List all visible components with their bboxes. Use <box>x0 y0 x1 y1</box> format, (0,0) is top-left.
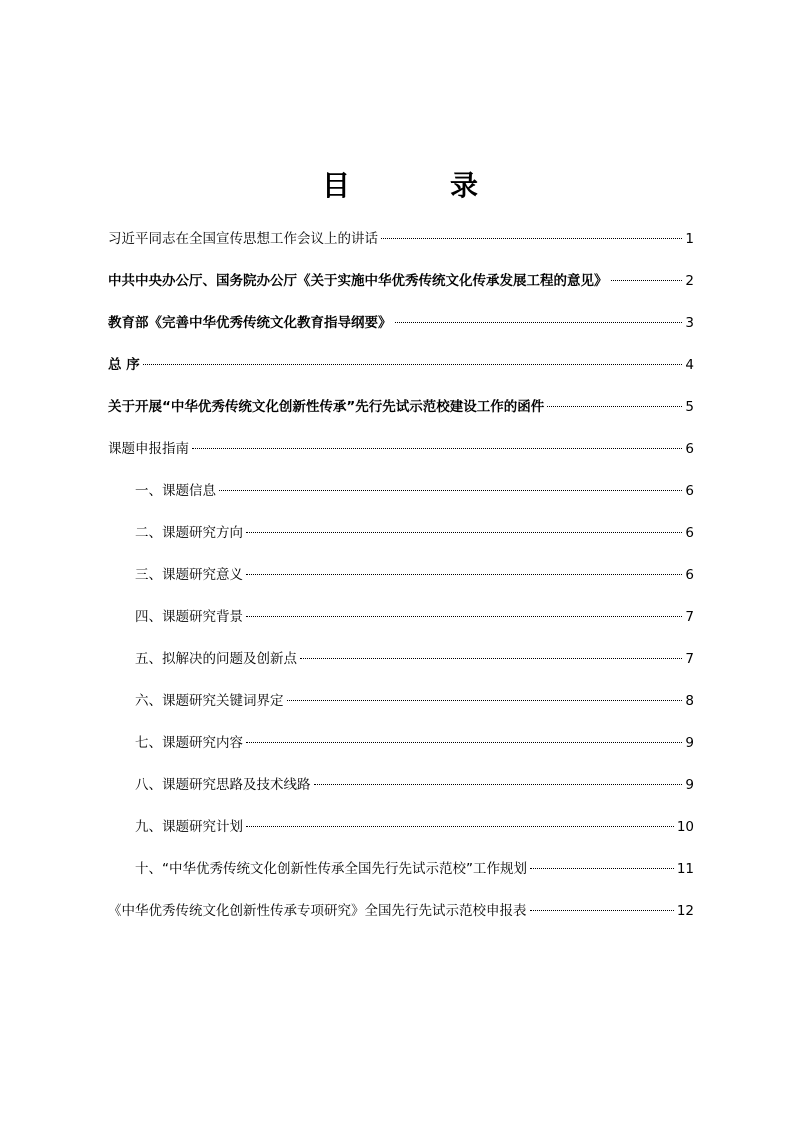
toc-entry-title: 《中华优秀传统文化创新性传承专项研究》全国先行先试示范校申报表 <box>108 903 527 919</box>
dot-leader <box>381 238 682 239</box>
toc-page-number: 1 <box>685 231 694 247</box>
toc-entry[interactable] <box>108 522 694 564</box>
toc-page-number: 3 <box>685 315 694 331</box>
toc-page-number: 4 <box>685 357 694 373</box>
dot-leader <box>246 532 682 533</box>
dot-leader <box>314 784 683 785</box>
toc-entry[interactable] <box>108 438 694 480</box>
dot-leader <box>611 280 683 281</box>
toc-page-number: 6 <box>685 441 694 457</box>
toc-entry-title: 八、课题研究思路及技术线路 <box>135 777 311 793</box>
toc-entry[interactable] <box>108 354 694 396</box>
toc-entry-title: 中共中央办公厅、国务院办公厅《关于实施中华优秀传统文化传承发展工程的意见》 <box>108 273 608 289</box>
toc-entry[interactable] <box>108 858 694 900</box>
toc-page-number: 9 <box>685 777 694 793</box>
toc-page-number: 5 <box>685 399 694 415</box>
toc-entry[interactable] <box>108 480 694 522</box>
toc-entry[interactable] <box>108 732 694 774</box>
toc-entry[interactable] <box>108 648 694 690</box>
toc-entry[interactable] <box>108 816 694 858</box>
toc-title: 目 录 <box>321 169 514 202</box>
dot-leader <box>246 616 682 617</box>
toc-entry[interactable] <box>108 270 694 312</box>
toc-entry[interactable] <box>108 564 694 606</box>
dot-leader <box>530 910 674 911</box>
toc-entry-title: 五、拟解决的问题及创新点 <box>135 651 297 667</box>
dot-leader <box>192 448 682 449</box>
toc-entry-title: 六、课题研究关键词界定 <box>135 693 284 709</box>
toc-page-number: 7 <box>685 651 694 667</box>
dot-leader <box>246 826 674 827</box>
toc-entry[interactable] <box>108 690 694 732</box>
toc-entry[interactable] <box>108 396 694 438</box>
toc-entry-title: 十、“中华优秀传统文化创新性传承全国先行先试示范校”工作规划 <box>135 861 527 877</box>
toc-page-number: 10 <box>676 819 694 835</box>
toc-page-number: 11 <box>676 861 694 877</box>
toc-entry-title: 二、课题研究方向 <box>135 525 243 541</box>
toc-entry-title: 课题申报指南 <box>108 441 189 457</box>
dot-leader <box>219 490 682 491</box>
toc-entry-title: 四、课题研究背景 <box>135 609 243 625</box>
toc-entry[interactable] <box>108 900 694 942</box>
toc-entry-title: 习近平同志在全国宣传思想工作会议上的讲话 <box>108 231 378 247</box>
toc-entry-title: 九、课题研究计划 <box>135 819 243 835</box>
toc-page-number: 2 <box>685 273 694 289</box>
dot-leader <box>547 406 682 407</box>
toc-entry[interactable] <box>108 606 694 648</box>
toc-entry[interactable] <box>108 774 694 816</box>
toc-entry-title: 关于开展“中华优秀传统文化创新性传承”先行先试示范校建设工作的函件 <box>108 399 545 415</box>
toc-entry-title: 三、课题研究意义 <box>135 567 243 583</box>
toc-page-number: 6 <box>685 567 694 583</box>
toc-page-number: 12 <box>676 903 694 919</box>
dot-leader <box>143 364 683 365</box>
toc-entry-title: 教育部《完善中华优秀传统文化教育指导纲要》 <box>108 315 392 331</box>
toc-entry-title: 七、课题研究内容 <box>135 735 243 751</box>
toc-entry-title: 一、课题信息 <box>135 483 216 499</box>
toc-page-number: 8 <box>685 693 694 709</box>
table-of-contents <box>108 228 694 942</box>
toc-entry[interactable] <box>108 228 694 270</box>
toc-page-number: 7 <box>685 609 694 625</box>
dot-leader <box>246 742 682 743</box>
toc-page-number: 6 <box>685 525 694 541</box>
dot-leader <box>530 868 674 869</box>
dot-leader <box>246 574 682 575</box>
toc-page-number: 6 <box>685 483 694 499</box>
dot-leader <box>287 700 683 701</box>
toc-entry[interactable] <box>108 312 694 354</box>
dot-leader <box>300 658 682 659</box>
dot-leader <box>395 322 683 323</box>
toc-entry-title: 总 序 <box>108 357 140 373</box>
toc-page-number: 9 <box>685 735 694 751</box>
